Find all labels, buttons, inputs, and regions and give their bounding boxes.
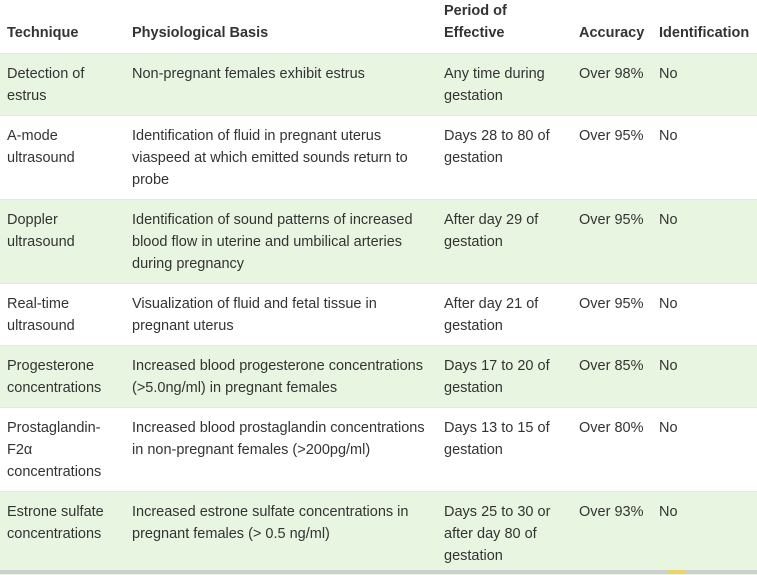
header-period-of-effective <box>437 0 572 54</box>
scrollbar-thumb[interactable] <box>668 570 686 574</box>
table-row <box>0 116 757 200</box>
header-period-line2: Effective <box>444 25 504 41</box>
cell-period: Any time during gestation <box>437 54 572 116</box>
cell-accuracy: Over 80% <box>572 408 652 492</box>
cell-accuracy: Over 85% <box>572 346 652 408</box>
header-technique: Technique <box>0 0 125 54</box>
cell-period: Days 28 to 80 of gestation <box>437 116 572 200</box>
cell-identification: No <box>652 346 757 408</box>
cell-technique: Detection of estrus <box>0 54 125 116</box>
cell-period: Days 17 to 20 of gestation <box>437 346 572 408</box>
cell-basis: Identification of sound patterns of increased blood flow in uterine and umbilical arteries during pregnancy <box>125 200 437 284</box>
cell-basis: Increased blood prostaglandin concentrations in non-pregnant females (>200pg/ml) <box>125 408 437 492</box>
table-row <box>0 284 757 346</box>
header-identification: Identification <box>652 0 757 54</box>
cell-basis: Non-pregnant females exhibit estrus <box>125 54 437 116</box>
cell-identification: No <box>652 408 757 492</box>
cell-basis: Identification of fluid in pregnant uterus viaspeed at which emitted sounds return to probe <box>125 116 437 200</box>
horizontal-scrollbar[interactable] <box>0 570 757 574</box>
cell-accuracy: Over 95% <box>572 284 652 346</box>
cell-technique: Estrone sulfate concentrations <box>0 492 125 575</box>
cell-period: Days 13 to 15 of gestation <box>437 408 572 492</box>
table-row <box>0 346 757 408</box>
cell-basis: Increased estrone sulfate concentrations in pregnant females (> 0.5 ng/ml) <box>125 492 437 575</box>
cell-technique: Prostaglandin-F2α concentrations <box>0 408 125 492</box>
cell-identification: No <box>652 116 757 200</box>
cell-technique: Doppler ultrasound <box>0 200 125 284</box>
cell-technique: Progesterone concentrations <box>0 346 125 408</box>
table-row <box>0 492 757 575</box>
header-physiological-basis: Physiological Basis <box>125 0 437 54</box>
cell-technique: Real-time ultrasound <box>0 284 125 346</box>
header-period-line1: Period of <box>444 3 507 19</box>
cell-identification: No <box>652 284 757 346</box>
table-row <box>0 200 757 284</box>
cell-period: After day 29 of gestation <box>437 200 572 284</box>
cell-accuracy: Over 95% <box>572 200 652 284</box>
cell-accuracy: Over 93% <box>572 492 652 575</box>
cell-accuracy: Over 95% <box>572 116 652 200</box>
cell-period: After day 21 of gestation <box>437 284 572 346</box>
table-row <box>0 408 757 492</box>
cell-basis: Increased blood progesterone concentrations (>5.0ng/ml) in pregnant females <box>125 346 437 408</box>
cell-technique: A-mode ultrasound <box>0 116 125 200</box>
cell-accuracy: Over 98% <box>572 54 652 116</box>
table-row <box>0 54 757 116</box>
header-accuracy: Accuracy <box>572 0 652 54</box>
cell-identification: No <box>652 54 757 116</box>
cell-period: Days 25 to 30 or after day 80 of gestation <box>437 492 572 575</box>
cell-identification: No <box>652 200 757 284</box>
cell-basis: Visualization of fluid and fetal tissue in pregnant uterus <box>125 284 437 346</box>
cell-identification: No <box>652 492 757 575</box>
table-header-row <box>0 0 757 54</box>
